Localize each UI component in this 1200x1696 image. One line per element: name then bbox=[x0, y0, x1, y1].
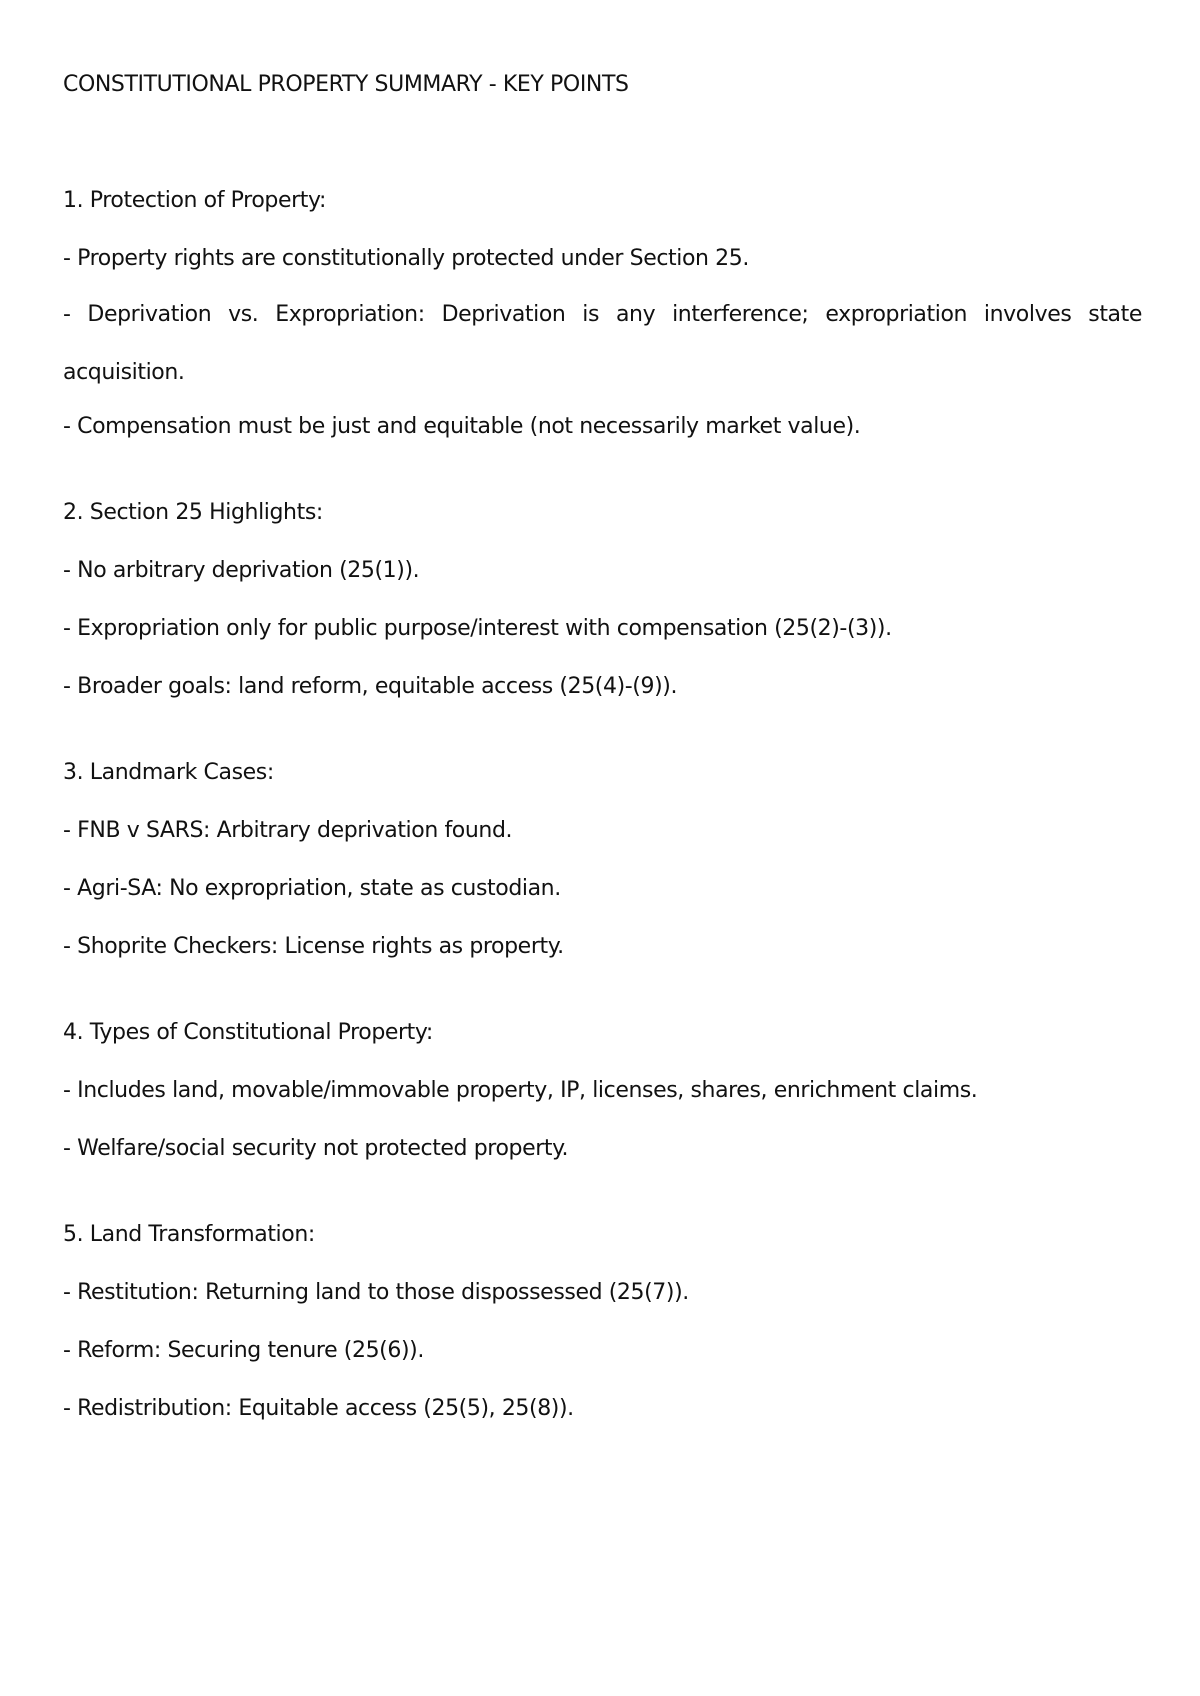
bullet-item: - Includes land, movable/immovable property, IP, licenses, shares, enrichment claims. bbox=[63, 1078, 978, 1103]
bullet-list bbox=[63, 1278, 1142, 1424]
bullet-item: - Deprivation vs. Expropriation: Deprivation is any interference; expropriation involves state acquisition. bbox=[63, 302, 1142, 385]
bullet-list bbox=[63, 816, 1142, 962]
section-heading: 2. Section 25 Highlights: bbox=[63, 500, 323, 525]
bullet-item: - No arbitrary deprivation (25(1)). bbox=[63, 558, 420, 583]
section-heading: 5. Land Transformation: bbox=[63, 1222, 315, 1247]
section-protection-of-property bbox=[63, 186, 1142, 442]
bullet-item: - Shoprite Checkers: License rights as property. bbox=[63, 934, 564, 959]
bullet-item: - Agri-SA: No expropriation, state as custodian. bbox=[63, 876, 561, 901]
bullet-item: - Restitution: Returning land to those dispossessed (25(7)). bbox=[63, 1280, 689, 1305]
section-types-of-constitutional-property bbox=[63, 1018, 1142, 1164]
section-heading: 1. Protection of Property: bbox=[63, 188, 326, 213]
section-land-transformation bbox=[63, 1220, 1142, 1424]
bullet-item: - Property rights are constitutionally protected under Section 25. bbox=[63, 246, 749, 271]
bullet-list bbox=[63, 244, 1142, 442]
document-title: CONSTITUTIONAL PROPERTY SUMMARY - KEY POINTS bbox=[63, 72, 629, 97]
bullet-item: - Reform: Securing tenure (25(6)). bbox=[63, 1338, 424, 1363]
bullet-item: - Expropriation only for public purpose/interest with compensation (25(2)-(3)). bbox=[63, 616, 892, 641]
bullet-item: - Welfare/social security not protected property. bbox=[63, 1136, 569, 1161]
bullet-item: - Compensation must be just and equitable (not necessarily market value). bbox=[63, 414, 861, 439]
bullet-list bbox=[63, 1076, 1142, 1164]
section-section-25-highlights bbox=[63, 498, 1142, 702]
section-landmark-cases bbox=[63, 758, 1142, 962]
section-heading: 4. Types of Constitutional Property: bbox=[63, 1020, 433, 1045]
bullet-item: - Redistribution: Equitable access (25(5), 25(8)). bbox=[63, 1396, 574, 1421]
section-heading: 3. Landmark Cases: bbox=[63, 760, 274, 785]
document-body bbox=[63, 70, 1142, 1424]
bullet-list bbox=[63, 556, 1142, 702]
bullet-item: - Broader goals: land reform, equitable access (25(4)-(9)). bbox=[63, 674, 678, 699]
bullet-item: - FNB v SARS: Arbitrary deprivation found. bbox=[63, 818, 513, 843]
